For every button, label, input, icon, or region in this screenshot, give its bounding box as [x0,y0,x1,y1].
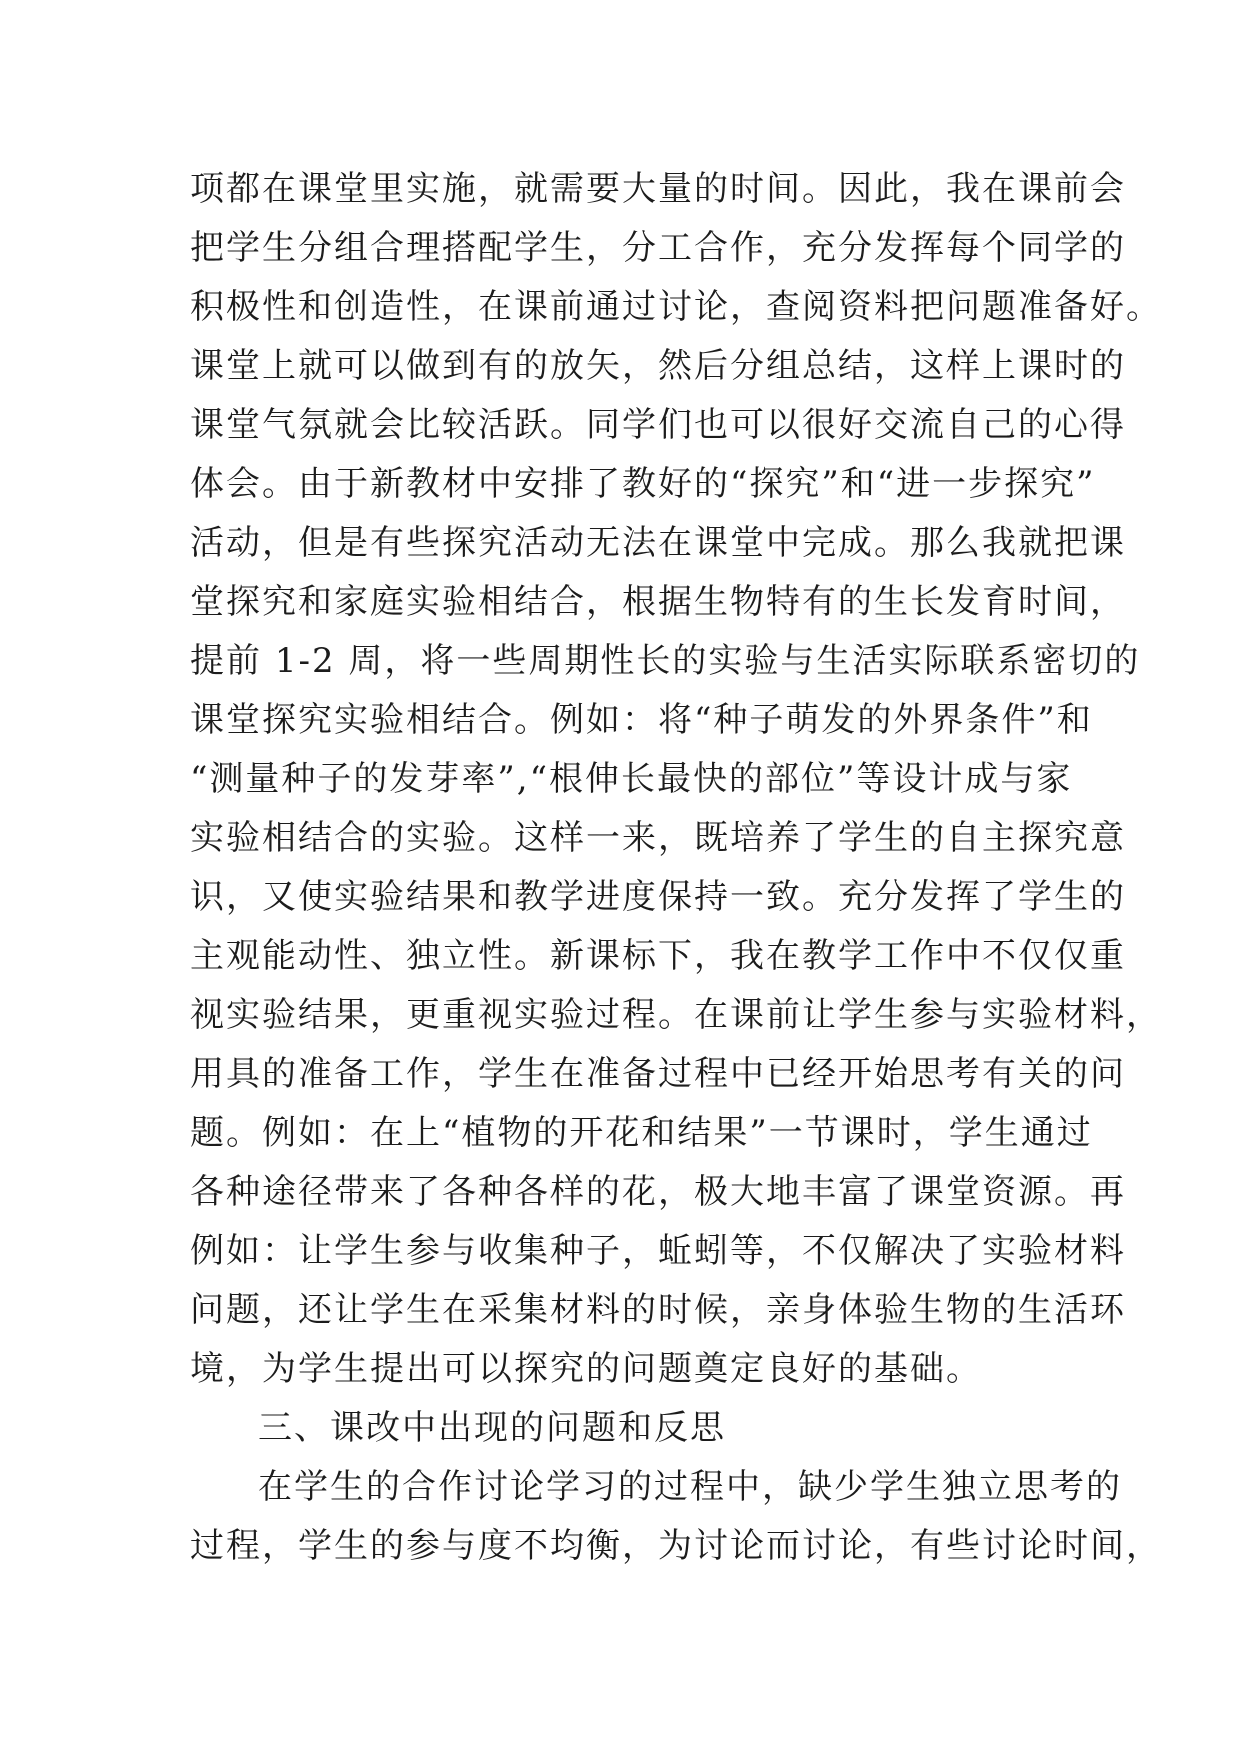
text-line: 用 具 的 准 备 工 作 ， 学 生 在 准 备 过 程 中 已 经 开 始 思 考 有 关 的 问 [190,1054,1126,1094]
text-line: 堂 探 究 和 家 庭 实 验 相 结 合 ， 根 据 生 物 特 有 的 生 长 发 育 时 间 ， [190,582,1126,622]
text-line: 项 都 在 课 堂 里 实 施 ， 就 需 要 大 量 的 时 间 。 因 此 ， 我 在 课 前 会 [190,169,1126,209]
text-line: 体 会 。 由 于 新 教 材 中 安 排 了 教 好 的 “ 探 究 ” 和 “ 进 一 步 探 究 ” [190,464,1096,504]
text-line: 过 程 ， 学 生 的 参 与 度 不 均 衡 ， 为 讨 论 而 讨 论 ， 有 些 讨 论 时 间 ， [190,1526,1162,1566]
text-line: 视 实 验 结 果 ， 更 重 视 实 验 过 程 。 在 课 前 让 学 生 参 与 实 验 材 料 ， [190,995,1162,1035]
text-line: 课 堂 气 氛 就 会 比 较 活 跃 。 同 学 们 也 可 以 很 好 交 流 自 己 的 心 得 [190,405,1126,445]
section-heading: 三、课改中出现的问题和反思 [258,1408,726,1448]
text-line: 活 动 ， 但 是 有 些 探 究 活 动 无 法 在 课 堂 中 完 成 。 那 么 我 就 把 课 [190,523,1126,563]
paragraph-first-line: 在 学 生 的 合 作 讨 论 学 习 的 过 程 中 ， 缺 少 学 生 独 立 思 考 的 [258,1467,1122,1507]
body-text [190,160,1162,1576]
text-line: “ 测 量 种 子 的 发 芽 率 ” , “ 根 伸 长 最 快 的 部 位 ” 等 设 计 成 与 家 [190,759,1073,799]
text-line: 问 题 ， 还 让 学 生 在 采 集 材 料 的 时 候 ， 亲 身 体 验 生 物 的 生 活 环 [190,1290,1126,1330]
text-line: 积 极 性 和 创 造 性 ， 在 课 前 通 过 讨 论 ， 查 阅 资 料 把 问 题 准 备 好 。 [190,287,1162,327]
text-line: 课 堂 上 就 可 以 做 到 有 的 放 矢 ， 然 后 分 组 总 结 ， 这 样 上 课 时 的 [190,346,1126,386]
text-line: 识 ， 又 使 实 验 结 果 和 教 学 进 度 保 持 一 致 。 充 分 发 挥 了 学 生 的 [190,877,1126,917]
paragraph-end-line: 境，为学生提出可以探究的问题奠定良好的基础。 [190,1349,982,1389]
text-line: 把 学 生 分 组 合 理 搭 配 学 生 ， 分 工 合 作 ， 充 分 发 挥 每 个 同 学 的 [190,228,1126,268]
text-line: 实 验 相 结 合 的 实 验 。 这 样 一 来 ， 既 培 养 了 学 生 的 自 主 探 究 意 [190,818,1126,858]
text-line: 各 种 途 径 带 来 了 各 种 各 样 的 花 ， 极 大 地 丰 富 了 课 堂 资 源 。 再 [190,1172,1126,1212]
text-line: 课 堂 探 究 实 验 相 结 合 。 例 如 ： 将 “ 种 子 萌 发 的 外 界 条 件 ” 和 [190,700,1093,740]
text-line: 主 观 能 动 性 、 独 立 性 。 新 课 标 下 ， 我 在 教 学 工 作 中 不 仅 仅 重 [190,936,1126,976]
text-line: 例 如 ： 让 学 生 参 与 收 集 种 子 ， 蚯 蚓 等 ， 不 仅 解 决 了 实 验 材 料 [190,1231,1126,1271]
text-line: 提 前 1 - 2 周 ， 将 一 些 周 期 性 长 的 实 验 与 生 活 实 际 联 系 密 切 的 [190,641,1141,681]
text-line: 题 。 例 如 ： 在 上 “ 植 物 的 开 花 和 结 果 ” 一 节 课 时 ， 学 生 通 过 [190,1113,1093,1153]
